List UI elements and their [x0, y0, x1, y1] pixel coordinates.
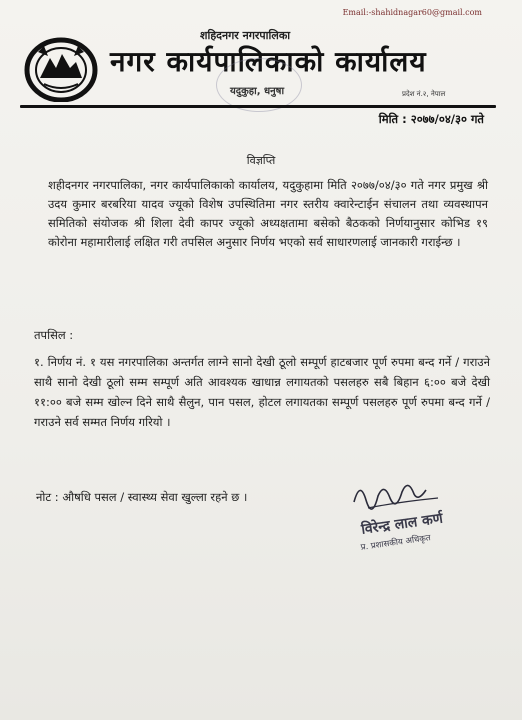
signatory-role: प्र. प्रशासकीय अधिकृत	[360, 533, 432, 553]
municipality-name: शहिदनगर नगरपालिका	[200, 29, 291, 42]
office-address: यदुकुहा, धनुषा	[230, 86, 285, 97]
email-address: Email:-shahidnagar60@gmail.com	[342, 8, 482, 17]
province-label: प्रदेश नं.२, नेपाल	[402, 90, 446, 98]
letter-date: मिति : २०७७/०४/३० गते	[378, 112, 484, 126]
notice-intro-paragraph: शहीदनगर नगरपालिका, नगर कार्यपालिकाको कार्यालय, यदुकुहामा मिति २०७७/०४/३० गते नगर प्रमुख श्री उदय कुमार बरबरिया यादव ज्यूको विशेष उपस्थितिमा नगर स्तरीय क्वारेन्टाईन संचालन तथा व्यवस्थापन समितिको संयोजक श्री शिला देवी कापर ज्यूको अध्यक्षतामा बसेको बैठकको निर्णयानुसार कोभिड १९ कोरोना महामारीलाई लक्षित गरी तपसिल अनुसार निर्णय भएको सर्व साधारणलाई जानकारी गराईन्छ ।	[48, 178, 488, 249]
note-line: नोट : औषधि पसल / स्वास्थ्य सेवा खुल्ला रहने छ ।	[36, 490, 248, 504]
office-title: नगर कार्यपालिकाको कार्यालय	[110, 45, 427, 78]
decision-item: १. निर्णय नं. १ यस नगरपालिका अन्तर्गत लाग्ने सानो देखी ठूलो सम्पूर्ण हाटबजार पूर्ण रुपमा बन्द गर्ने / गराउने साथै सानो देखी ठूलो सम्म सम्पूर्ण अति आवश्यक खाधान्न लगायतको पसलहरु सबै बिहान ६:०० बजे देखी ११:०० बजे सम्म खोल्न दिने साथै सैलुन, पान पसल, होटल लगायतका सम्पूर्ण पसलहरु पूर्ण रुपमा बन्द गर्ने / गराउने सर्व सम्मत निर्णय गरियो ।	[34, 355, 490, 429]
nepal-emblem-logo	[24, 34, 98, 102]
signatory-name: विरेन्द्र लाल कर्ण	[360, 510, 444, 538]
header-divider	[20, 105, 496, 108]
details-heading: तपसिल :	[34, 328, 74, 342]
notice-title: विज्ञप्ति	[246, 154, 276, 167]
